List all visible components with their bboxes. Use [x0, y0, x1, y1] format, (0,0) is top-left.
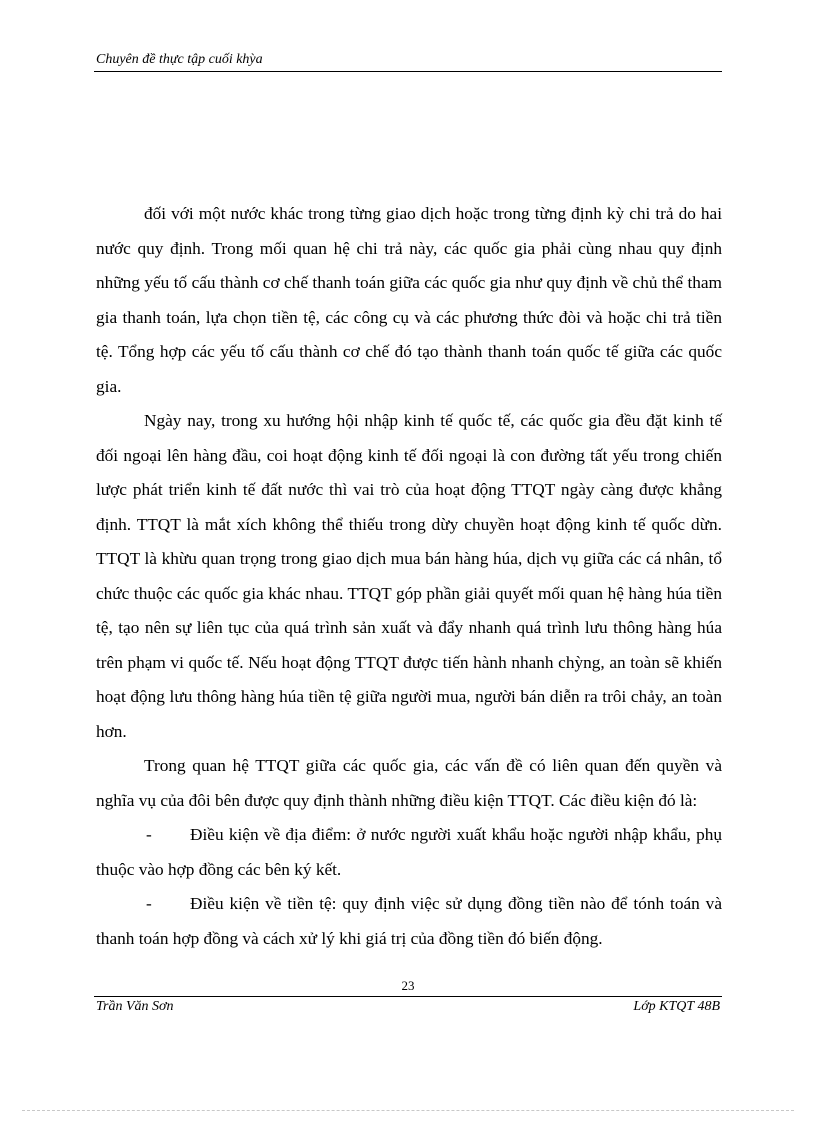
footer-author: Trần Văn Sơn [96, 999, 174, 1014]
footer-class: Lớp KTQT 48B [633, 999, 720, 1014]
list-item [96, 887, 722, 956]
paragraph: Trong quan hệ TTQT giữa các quốc gia, các vấn đề có liên quan đến quyền và nghĩa vụ của đôi bên được quy định thành những điều kiện TTQT. Các điều kiện đó là: [96, 756, 722, 810]
footer-rule [94, 996, 722, 997]
page-number: 23 [401, 978, 415, 993]
header-rule [94, 71, 722, 72]
paragraph: đối với một nước khác trong từng giao dịch hoặc trong từng định kỳ chi trả do hai nước quy định. Trong mối quan hệ chi trả này, các quốc gia phải cùng nhau quy định những yếu tố cấu thành cơ chế thanh toán giữa các quốc gia như quy định về chủ thể tham gia thanh toán, lựa chọn tiền tệ, các công cụ và các phương thức đòi và hoặc chi trả tiền tệ. Tổng hợp các yếu tố cấu thành cơ chế đó tạo thành thanh toán quốc tế giữa các quốc gia. [96, 204, 722, 396]
header-title: Chuyên đề thực tập cuối khỳa [96, 52, 263, 67]
list-bullet: - [146, 825, 152, 844]
list-item-text: Điều kiện về tiền tệ: quy định việc sử dụng đồng tiền nào để tónh toán và thanh toán hợp đồng và cách xử lý khi giá trị của đồng tiền đó biến động. [96, 894, 722, 948]
list-bullet: - [146, 894, 152, 913]
paragraph: Ngày nay, trong xu hướng hội nhập kinh tế quốc tế, các quốc gia đều đặt kinh tế đối ngoại lên hàng đầu, coi hoạt động kinh tế đối ngoại là con đường tất yếu trong chiến lược phát triển kinh tế đất nước thì vai trò của hoạt động TTQT ngày càng được khẳng định. TTQT là mắt xích không thể thiếu trong dừy chuyền hoạt động kinh tế quốc dừn. TTQT là khừu quan trọng trong giao dịch mua bán hàng húa, dịch vụ giữa các cá nhân, tổ chức thuộc các quốc gia khác nhau. TTQT góp phần giải quyết mối quan hệ hàng húa tiền tệ, tạo nên sự liên tục của quá trình sản xuất và đẩy nhanh quá trình lưu thông hàng húa trên phạm vi quốc tế. Nếu hoạt động TTQT được tiến hành nhanh chỳng, an toàn sẽ khiến hoạt động lưu thông hàng húa tiền tệ giữa người mua, người bán diễn ra trôi chảy, an toàn hơn. [96, 411, 722, 741]
list-item-text: Điều kiện về địa điểm: ở nước người xuất khẩu hoặc người nhập khẩu, phụ thuộc vào hợp đồng các bên ký kết. [96, 825, 722, 879]
document-body [96, 197, 722, 956]
list-item [96, 818, 722, 887]
page-edge [22, 1110, 794, 1111]
